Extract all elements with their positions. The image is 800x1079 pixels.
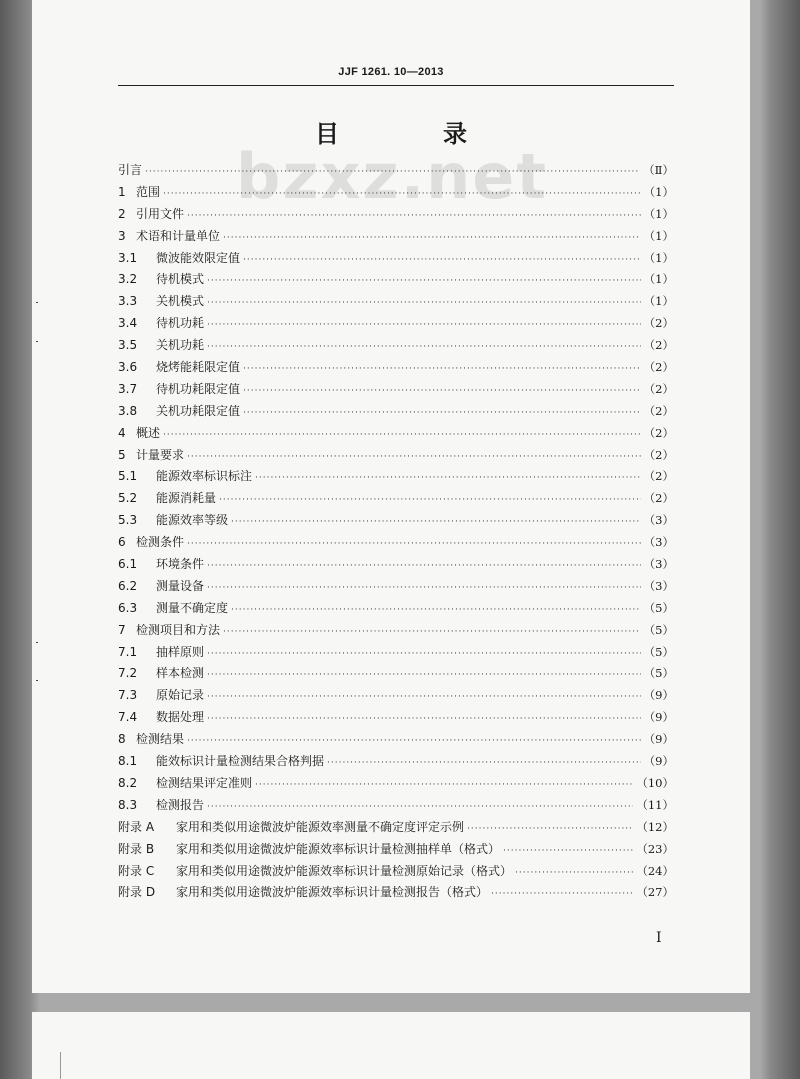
toc-leader-dots [207,337,641,359]
toc-entry-title: 检测项目和方法 [136,622,221,637]
toc-entry-page: （1） [643,294,674,309]
toc-entry-title: 能源效率标识标注 [156,469,253,484]
toc-entry-page: （2） [643,403,674,418]
toc-entry-page: （Ⅱ） [643,163,674,177]
toc-entry-title: 计量要求 [136,447,185,462]
toc-entry-number: 附录 C [118,863,155,878]
margin-line [60,1052,61,1079]
toc-entry-number: 6.2 [118,578,138,593]
toc-entry-number: 7.4 [118,710,138,725]
toc-entry-number: 6.1 [118,557,138,572]
toc-entry [118,882,674,904]
toc-entry-page: （5） [643,644,674,659]
toc-entry-page: （12） [636,819,674,834]
toc-entry-page: （2） [643,381,674,396]
toc-leader-dots [219,490,641,512]
toc-leader-dots [243,381,641,403]
toc-leader-dots [223,622,641,644]
scan-mark [36,680,38,681]
toc-entry-number: 3.8 [118,403,138,418]
toc-leader-dots [145,162,640,184]
toc-entry-number: 7 [118,622,126,637]
toc-entry-page: （2） [643,469,674,484]
toc-entry-page: （5） [643,600,674,615]
toc-entry [118,488,674,510]
toc-entry [118,291,674,313]
page-header: JJF 1261. 10—2013 [338,66,444,78]
toc-leader-dots [243,359,641,381]
toc-entry [118,707,674,729]
toc-leader-dots [491,884,633,906]
toc-entry-page: （3） [643,578,674,593]
toc-entry-page: （3） [643,513,674,528]
toc-leader-dots [327,753,641,775]
header-rule [118,85,674,86]
toc-entry-title: 能源消耗量 [156,491,217,506]
toc-leader-dots [207,665,641,687]
toc-entry [118,313,674,335]
toc-entry-number: 8 [118,732,126,747]
toc-entry-number: 5.1 [118,469,138,484]
toc-leader-dots [243,403,641,425]
page-number: Ⅰ [656,930,662,946]
toc-entry-title: 待机功耗限定值 [156,381,241,396]
toc-leader-dots [515,863,633,885]
toc-entry-title: 关机功耗限定值 [156,403,241,418]
toc-entry-page: （5） [643,622,674,637]
toc-leader-dots [207,709,641,731]
toc-entry-number: 5.3 [118,513,138,528]
toc-entry-page: （2） [643,360,674,375]
toc-leader-dots [187,206,641,228]
toc-entry [118,861,674,883]
toc-entry [118,532,674,554]
scan-mark [36,302,38,303]
toc-entry-title: 家用和类似用途微波炉能源效率标识计量检测抽样单（格式） [176,841,501,856]
toc-leader-dots [231,512,641,534]
toc-leader-dots [503,841,633,863]
toc-leader-dots [207,293,641,315]
page-title: 目 录 [315,120,507,148]
toc-entry-number: 7.1 [118,644,138,659]
toc-entry [118,839,674,861]
toc-entry [118,510,674,532]
toc-entry-title: 原始记录 [156,688,205,703]
toc-entry-number: 附录 B [118,841,155,856]
toc-entry-number: 3.6 [118,360,138,375]
toc-entry-page: （1） [643,206,674,221]
toc-entry-number: 3.3 [118,294,138,309]
toc-leader-dots [207,556,641,578]
toc-entry-page: （10） [636,775,674,790]
toc-entry-page: （2） [643,316,674,331]
toc-entry-title: 关机模式 [156,294,205,309]
toc-entry-number: 1 [118,184,126,199]
toc-entry-number: 8.2 [118,775,138,790]
toc-entry-title: 概述 [136,425,161,440]
toc-leader-dots [207,271,641,293]
toc-entry-title: 引言 [118,163,143,177]
toc-leader-dots [467,819,633,841]
toc-entry [118,620,674,642]
toc-leader-dots [231,600,641,622]
toc-entry [118,576,674,598]
toc-entry [118,817,674,839]
toc-leader-dots [207,644,641,666]
toc-entry-number: 8.3 [118,797,138,812]
toc-entry-title: 微波能效限定值 [156,250,241,265]
toc-entry-title: 测量设备 [156,578,205,593]
toc-entry [118,423,674,445]
toc-entry-number: 8.1 [118,754,138,769]
next-page [32,1012,750,1079]
toc-entry-page: （9） [643,732,674,747]
toc-entry-title: 家用和类似用途微波炉能源效率标识计量检测原始记录（格式） [176,863,513,878]
toc-entry-number: 4 [118,425,126,440]
toc-entry-number: 5.2 [118,491,138,506]
scan-mark [36,341,38,342]
toc-entry-title: 待机功耗 [156,316,205,331]
toc-entry-title: 测量不确定度 [156,600,229,615]
toc-entry [118,729,674,751]
toc-leader-dots [207,797,633,819]
toc-leader-dots [207,315,641,337]
toc-entry-title: 关机功耗 [156,338,205,353]
document-page [32,0,750,993]
toc-entry-number: 3.1 [118,250,138,265]
toc-entry-title: 抽样原则 [156,644,205,659]
toc-entry-page: （2） [643,338,674,353]
toc-entry [118,663,674,685]
toc-entry-number: 2 [118,206,126,221]
toc-entry-title: 术语和计量单位 [136,228,221,243]
toc-entry-number: 3.4 [118,316,138,331]
toc-entry-title: 数据处理 [156,710,205,725]
toc-entry-page: （2） [643,425,674,440]
toc-entry-number: 附录 A [118,819,155,834]
toc-entry [118,160,674,182]
toc-entry [118,642,674,664]
toc-entry [118,379,674,401]
toc-entry [118,335,674,357]
toc-entry-title: 家用和类似用途微波炉能源效率标识计量检测报告（格式） [176,885,489,900]
toc-entry-title: 检测结果 [136,732,185,747]
toc-entry [118,795,674,817]
toc-leader-dots [187,447,641,469]
toc-entry [118,204,674,226]
toc-entry-title: 能效标识计量检测结果合格判据 [156,754,325,769]
toc-entry-title: 家用和类似用途微波炉能源效率测量不确定度评定示例 [176,819,465,834]
toc-entry [118,773,674,795]
watermark: bzxz.net [236,140,548,213]
toc-entry-number: 5 [118,447,126,462]
toc-entry-title: 检测结果评定准则 [156,775,253,790]
toc-entry-page: （9） [643,688,674,703]
toc-entry-page: （24） [636,863,674,878]
toc-entry-page: （23） [636,841,674,856]
toc-leader-dots [163,425,641,447]
toc-entry-title: 样本检测 [156,666,205,681]
toc-leader-dots [255,468,641,490]
toc-entry-number: 3.7 [118,381,138,396]
toc-leader-dots [187,534,641,556]
scan-mark [36,642,38,643]
toc-entry-page: （5） [643,666,674,681]
toc-entry [118,685,674,707]
toc-entry-page: （1） [643,272,674,287]
toc-entry-page: （2） [643,447,674,462]
toc-entry-page: （11） [636,797,674,812]
toc-entry-number: 3 [118,228,126,243]
toc-leader-dots [243,250,641,272]
toc-entry-page: （1） [643,250,674,265]
toc-entry [118,445,674,467]
toc-entry-title: 能源效率等级 [156,513,229,528]
toc-entry-number: 3.5 [118,338,138,353]
toc-entry [118,554,674,576]
toc-entry [118,598,674,620]
toc-leader-dots [207,687,641,709]
toc-entry-title: 环境条件 [156,557,205,572]
toc-entry [118,357,674,379]
toc-entry [118,269,674,291]
table-of-contents [118,160,674,904]
toc-entry-page: （2） [643,491,674,506]
toc-entry-number: 附录 D [118,885,156,900]
toc-entry-page: （1） [643,184,674,199]
toc-entry [118,248,674,270]
toc-entry-page: （9） [643,754,674,769]
toc-entry-number: 7.3 [118,688,138,703]
toc-entry [118,751,674,773]
toc-entry-title: 引用文件 [136,206,185,221]
toc-leader-dots [187,731,641,753]
toc-leader-dots [163,184,641,206]
toc-entry-number: 6.3 [118,600,138,615]
toc-entry-title: 烧烤能耗限定值 [156,360,241,375]
toc-entry-title: 检测条件 [136,535,185,550]
toc-entry-page: （27） [636,885,674,900]
toc-entry [118,182,674,204]
toc-entry-number: 6 [118,535,126,550]
toc-entry-title: 范围 [136,184,161,199]
toc-leader-dots [207,578,641,600]
toc-entry-title: 检测报告 [156,797,205,812]
toc-entry-number: 7.2 [118,666,138,681]
toc-leader-dots [223,228,641,250]
toc-entry-page: （9） [643,710,674,725]
toc-entry [118,401,674,423]
toc-entry-page: （3） [643,557,674,572]
toc-leader-dots [255,775,633,797]
toc-entry-page: （3） [643,535,674,550]
toc-entry-page: （1） [643,228,674,243]
toc-entry [118,466,674,488]
toc-entry [118,226,674,248]
toc-entry-title: 待机模式 [156,272,205,287]
toc-entry-number: 3.2 [118,272,138,287]
